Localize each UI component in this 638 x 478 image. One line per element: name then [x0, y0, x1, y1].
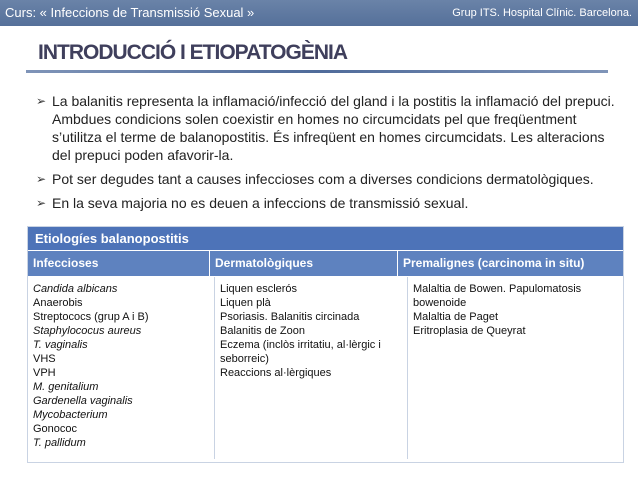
course-title: Curs: « Infeccions de Transmissió Sexual »	[5, 5, 255, 20]
list-item: T. pallidum	[33, 437, 86, 449]
table-body-row	[28, 276, 623, 459]
list-item: Liquen esclerós	[220, 283, 298, 295]
column-premalignes	[408, 277, 615, 459]
etiology-table	[27, 226, 624, 463]
list-item: Liquen plà	[220, 297, 271, 309]
list-item: T. vaginalis	[33, 339, 88, 351]
column-header-dermatologiques: Dermatològiques	[210, 251, 398, 276]
arrow-bullet-icon: ➢	[36, 94, 47, 108]
list-item: M. genitalium	[33, 381, 99, 393]
bullet-item	[36, 92, 616, 164]
arrow-bullet-icon: ➢	[36, 172, 47, 186]
bullet-item	[36, 170, 616, 188]
column-infeccioses	[28, 277, 215, 459]
column-dermatologiques	[215, 277, 408, 459]
list-item: Anaerobis	[33, 297, 83, 309]
arrow-bullet-icon: ➢	[36, 196, 47, 210]
bullet-text: En la seva majoria no es deuen a infeccions de transmissió sexual.	[52, 195, 469, 211]
title-divider	[26, 70, 608, 73]
list-item: Streptococs (grup A i B)	[33, 311, 149, 323]
list-item: Staphylococus aureus	[33, 325, 142, 337]
list-item: Malaltia de Bowen. Papulomatosis bowenoide	[413, 283, 582, 309]
header-bar	[0, 0, 638, 26]
list-item: Reaccions al·lèrgiques	[220, 367, 332, 379]
list-item: Balanitis de Zoon	[220, 325, 305, 337]
group-name: Grup ITS. Hospital Clínic. Barcelona.	[452, 7, 632, 19]
bullet-text: Pot ser degudes tant a causes infeccioses com a diverses condicions dermatològiques.	[52, 171, 594, 187]
bullet-list	[36, 92, 616, 218]
list-item: Gonococ	[33, 423, 78, 435]
list-item: Eczema (inclòs irritatiu, al·lèrgic i seborreic)	[220, 339, 381, 365]
table-header-row	[28, 250, 623, 276]
list-item: VPH	[33, 367, 56, 379]
list-item: Candida albicans	[33, 283, 118, 295]
list-item: Malaltia de Paget	[413, 311, 498, 323]
list-item: Gardenella vaginalis	[33, 395, 133, 407]
bullet-item	[36, 194, 616, 212]
table-title: Etiologíes balanopostitis	[28, 227, 623, 250]
column-header-premalignes: Premalignes (carcinoma in situ)	[403, 256, 585, 270]
bullet-text: La balanitis representa la inflamació/infecció del gland i la postitis la inflamació del prepuci. Ambdues condicions solen coexistir en homes no circumcidats pel que freqüentment s’utilitza el terme de balanopostitis. És infreqüent en homes circumcidats. Les alteracions del prepuci poden afavorir-la.	[52, 93, 615, 163]
column-header-infeccioses: Infeccioses	[28, 251, 210, 276]
list-item: Psoriasis. Balanitis circinada	[220, 311, 360, 323]
page-title: INTRODUCCIÓ I ETIOPATOGÈNIA	[38, 41, 348, 64]
list-item: Eritroplasia de Queyrat	[413, 325, 526, 337]
list-item: VHS	[33, 353, 56, 365]
list-item: Mycobacterium	[33, 409, 108, 421]
